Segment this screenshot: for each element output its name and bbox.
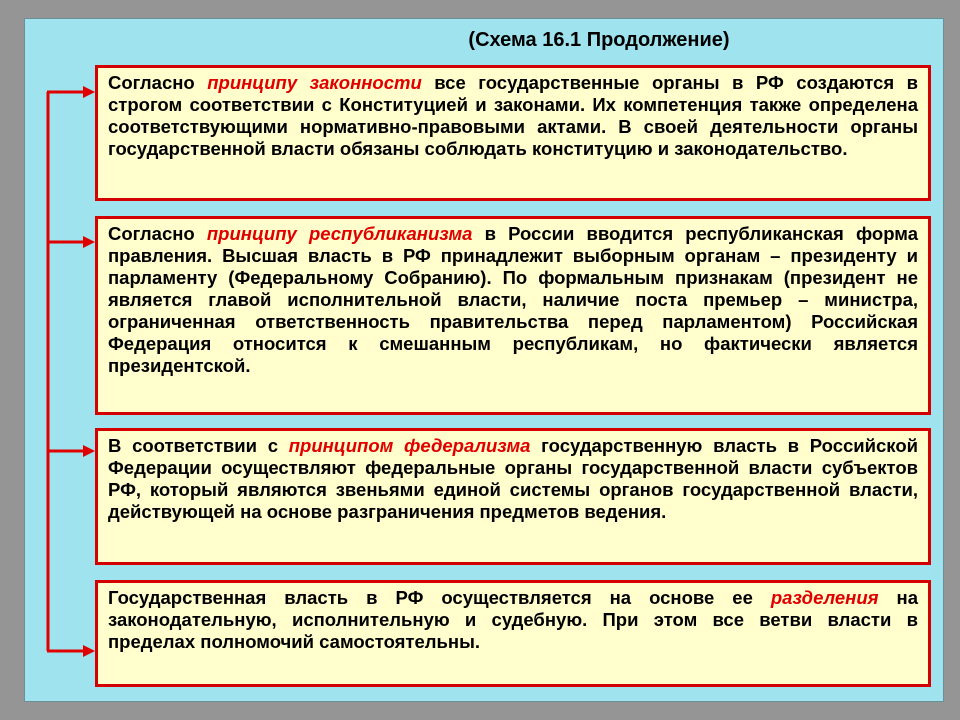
arrowhead-3	[83, 445, 95, 457]
block-text: все государственные органы в РФ создаются в строгом соответствии с Конституцией и законами. Их компетенция также определена соответствующими нормативно-правовыми актами. В своей деятельности органы государственной власти обязаны соблюдать конституцию и законодательство.	[108, 72, 919, 159]
block-highlight: принципом федерализма	[288, 435, 531, 456]
principle-block-legality	[95, 65, 931, 201]
arrowhead-4	[83, 645, 95, 657]
block-text: Согласно	[108, 223, 207, 244]
principle-block-separation	[95, 580, 931, 687]
arrowhead-1	[83, 86, 95, 98]
slide-title: (Схема 16.1 Продолжение)	[468, 29, 730, 51]
block-text: В соответствии с	[108, 435, 289, 456]
block-text: на законодательную, исполнительную и судебную. При этом все ветви власти в пределах полномочий самостоятельны.	[108, 587, 918, 652]
block-highlight: принципу республиканизма	[206, 223, 473, 244]
principle-block-federalism	[95, 428, 931, 565]
block-text: в России вводится республиканская форма правления. Высшая власть в РФ принадлежит выборным органам – президенту и парламенту (Федеральному Собранию). По формальным признакам (президент не является главой исполнительной власти, наличие поста премьер – министра, ограниченная ответственность правительства перед парламентом) Российская Федерация относится к смешанным республикам, но фактически является президентской.	[108, 223, 919, 376]
arrowhead-2	[83, 236, 95, 248]
block-text: государственную власть в Российской Федерации осуществляют федеральные органы государственной власти субъектов РФ, который являются звеньями единой системы органов государственной власти, действующей на основе разграничения предметов ведения.	[108, 435, 918, 522]
block-text: Согласно	[108, 72, 208, 93]
slide	[24, 18, 944, 702]
block-text: Государственная власть в РФ осуществляется на основе ее	[108, 587, 771, 608]
principle-block-republicanism	[95, 216, 931, 415]
block-highlight: разделения	[770, 587, 879, 608]
block-highlight: принципу законности	[207, 72, 422, 93]
